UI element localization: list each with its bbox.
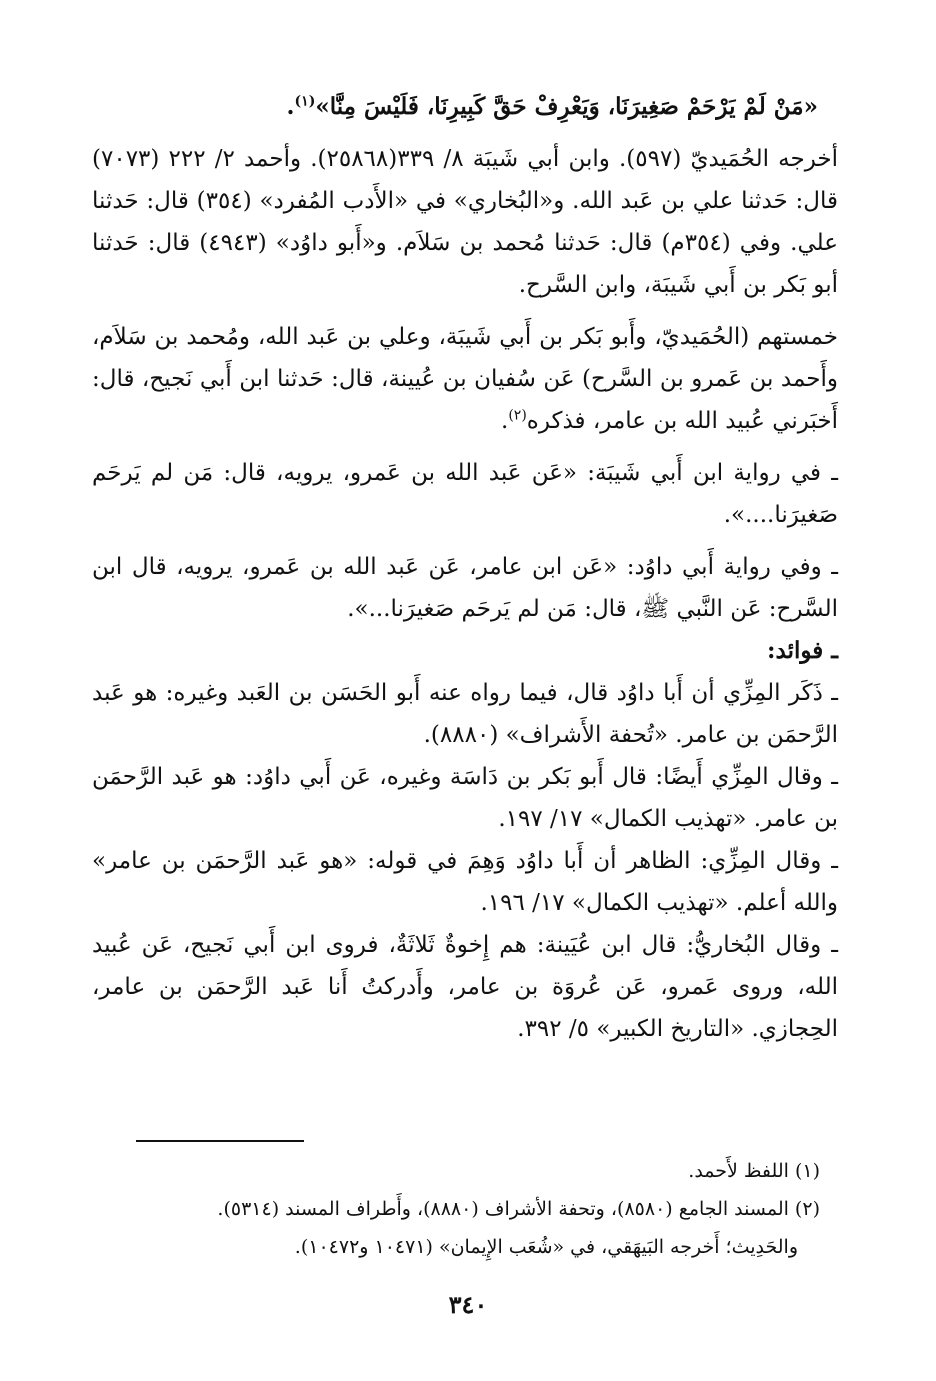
fawaid-heading: ـ فوائد: bbox=[767, 637, 838, 664]
faida-1: ـ ذَكَر المِزِّي أن أَبا داوُد قال، فيما رواه عنه أَبو الحَسَن بن العَبد وغيره: هو عَبد الرَّحمَن بن عامر. «تُحفة الأَشراف» (٨٨٨٠). bbox=[92, 680, 838, 748]
footnote-divider bbox=[136, 1140, 304, 1142]
page-number: ٣٤٠ bbox=[448, 1290, 488, 1319]
hadith-paragraph: «مَنْ لَمْ يَرْحَمْ صَغِيرَنَا، وَيَعْرِفْ حَقَّ كَبِيرِنَا، فَلَيْسَ مِنَّا»$^{(١)}$. bbox=[286, 93, 818, 120]
isnad-text: خمستهم (الحُمَيديّ، وأَبو بَكر بن أَبي شَيبَة، وعلي بن عَبد الله، ومُحمد بن سَلاَم، وأَحمد بن عَمرو بن السَّرح) عَن سُفيان بن عُيينة، قال: حَدثنا ابن أَبي نَجيح، قال: أَخبَرني عُبيد الله بن عامر، فذكره bbox=[92, 324, 838, 434]
riwaya-ibn-abi-shayba: ـ في رواية ابن أَبي شَيبَة: «عَن عَبد الله بن عَمرو، يرويه، قال: مَن لم يَرحَم صَغيرَنا....». bbox=[92, 460, 838, 528]
footnote-2: (٢) المسند الجامع (٨٥٨٠)، وتحفة الأشراف (٨٨٨٠)، وأَطراف المسند (٥٣١٤). bbox=[217, 1198, 820, 1220]
riwaya-abi-dawud: ـ وفي رواية أَبي داوُد: «عَن ابن عامر، عَن عَبد الله بن عَمرو، يرويه، قال ابن السَّرح: عَن النَّبي ﷺ، قال: مَن لم يَرحَم صَغيرَنا...». bbox=[92, 554, 838, 622]
faida-4: ـ وقال البُخاريُّ: قال ابن عُيَينة: هم إِخوةٌ ثَلاثَةٌ، فروى ابن أَبي نَجيح، عَن عُبيد الله، وروى عَمرو، عَن عُروَة بن عامر، وأَدركتُ أَنا عَبد الرَّحمَن بن عامر، الحِجازي. «التاريخ الكبير» ٥/ ٣٩٢. bbox=[92, 932, 838, 1042]
footnote-2-continuation: والحَدِيث؛ أَخرجه البَيهَقي، في «شُعَب الإِيمان» (١٠٤٧١ و١٠٤٧٢). bbox=[294, 1236, 798, 1258]
hadith-text: «مَنْ لَمْ يَرْحَمْ صَغِيرَنَا، وَيَعْرِفْ حَقَّ كَبِيرِنَا، فَلَيْسَ مِنَّا» bbox=[315, 93, 818, 120]
footnote-marker-1: (١) bbox=[294, 93, 316, 110]
takhrij-paragraph: أخرجه الحُمَيديّ (٥٩٧). وابن أبي شَيبَة ٨/ ٣٣٩(٢٥٨٦٨). وأحمد ٢/ ٢٢٢ (٧٠٧٣) قال: حَدثنا علي بن عَبد الله. و«البُخاري» في «الأَدب المُفرد» (٣٥٤) قال: حَدثنا علي. وفي (٣٥٤م) قال: حَدثنا مُحمد بن سَلاَم. و«أَبو داوُد» (٤٩٤٣) قال: حَدثنا أبو بَكر بن أَبي شَيبَة، وابن السَّرح. bbox=[92, 146, 838, 298]
isnad-paragraph: خمستهم (الحُمَيديّ، وأَبو بَكر بن أَبي شَيبَة، وعلي بن عَبد الله، ومُحمد بن سَلاَم، وأَحمد بن عَمرو بن السَّرح) عَن سُفيان بن عُيينة، قال: حَدثنا ابن أَبي نَجيح، قال: أَخبَرني عُبيد الله بن عامر، فذكره$^{(٢)}$. bbox=[92, 324, 838, 434]
footnote-marker-2: (٢) bbox=[508, 407, 527, 424]
faida-2: ـ وقال المِزِّي أَيضًا: قال أَبو بَكر بن دَاسَة وغيره، عَن أَبي داوُد: هو عَبد الرَّحمَن بن عامر. «تهذيب الكمال» ١٧/ ١٩٧. bbox=[92, 764, 838, 832]
page-body bbox=[92, 86, 838, 1050]
footnote-1: (١) اللفظ لأَحمد. bbox=[688, 1160, 820, 1182]
faida-3: ـ وقال المِزِّي: الظاهر أن أَبا داوُد وَهِمَ في قوله: «هو عَبد الرَّحمَن بن عامر» والله أعلم. «تهذيب الكمال» ١٧/ ١٩٦. bbox=[92, 848, 838, 916]
main-text bbox=[92, 86, 838, 1050]
footnotes bbox=[100, 1152, 820, 1266]
